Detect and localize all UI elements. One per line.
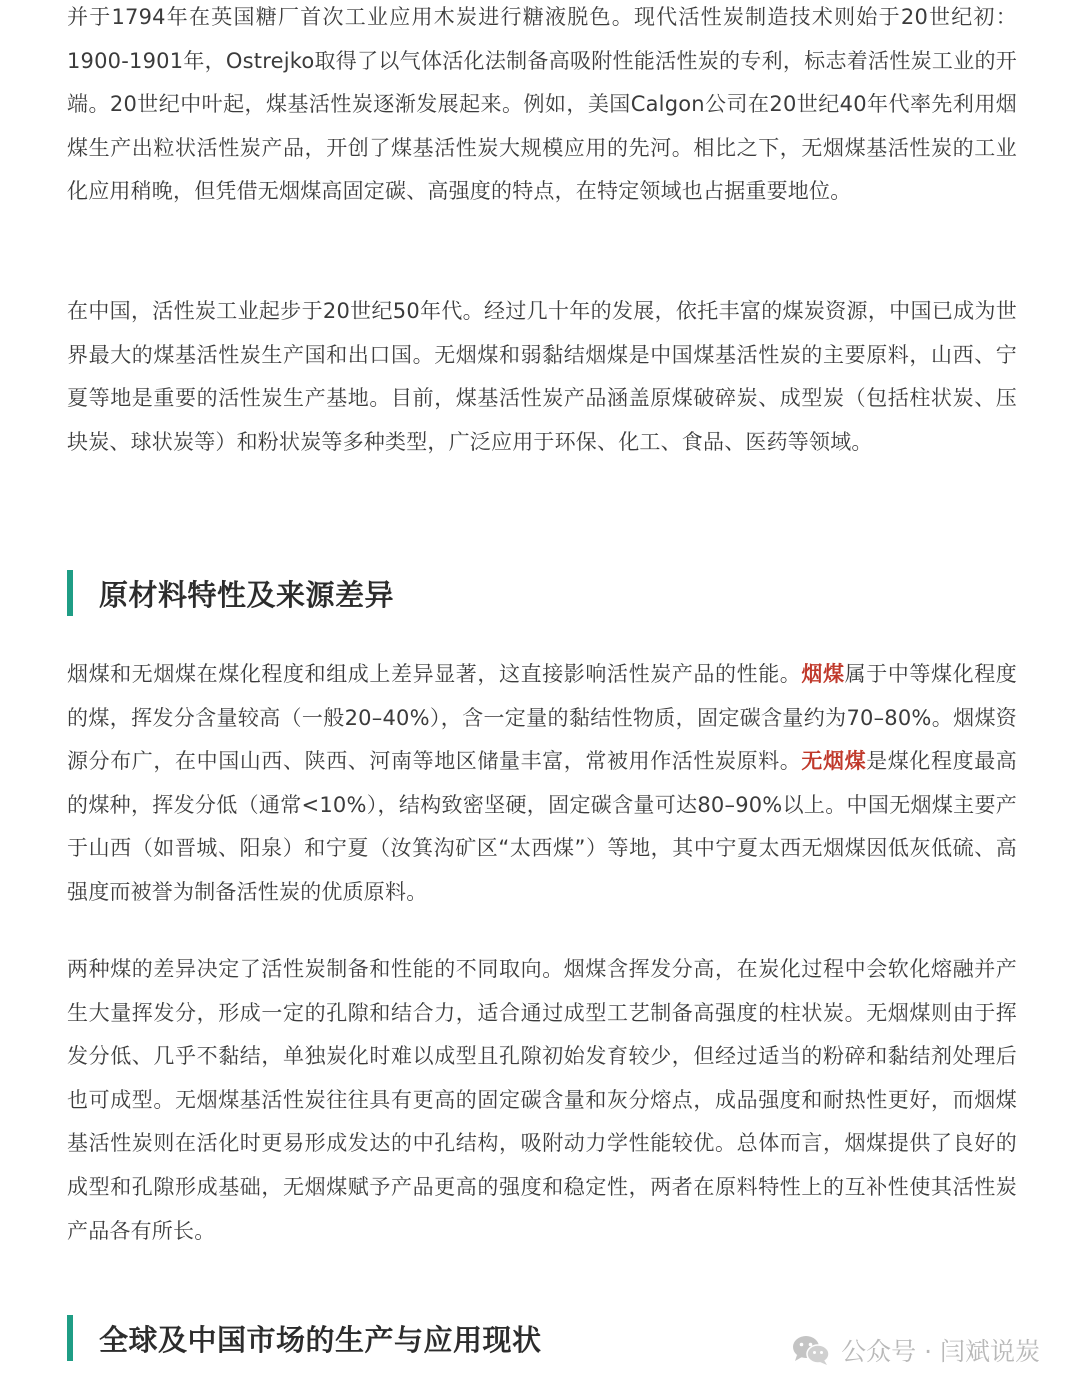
wechat-icon [791,1333,831,1367]
highlight-anthracite: 无烟煤 [801,749,867,774]
paragraph-history: 并于1794年在英国糖厂首次工业应用木炭进行糖液脱色。现代活性炭制造技术则始于20世纪初：1900-1901年，Ostrejko取得了以气体活化法制备高吸附性能活性炭的专利，标志着活性炭工业的开端。20世纪中叶起，煤基活性炭逐渐发展起来。例如，美国Calgon公司在20世纪40年代率先利用烟煤生产出粒状活性炭产品，开创了煤基活性炭大规模应用的先河。相比之下，无烟煤基活性炭的工业化应用稍晚，但凭借无烟煤高固定碳、高强度的特点，在特定领域也占据重要地位。 [67,5,1017,204]
heading-text: 原材料特性及来源差异 [99,577,395,612]
section-heading-raw-materials [67,570,1017,616]
heading-accent-bar [67,1315,73,1361]
heading-accent-bar [67,570,73,616]
text-segment: 是煤化程度最高的煤种，挥发分低（通常<10%），结构致密坚硬，固定碳含量可达80–90%以上。中国无烟煤主要产于山西（如晋城、阳泉）和宁夏（汝箕沟矿区“太西煤”）等地，其中宁夏太西无烟煤因低灰低硫、高强度而被誉为制备活性炭的优质原料。 [67,749,1018,904]
paragraph-coal-differences: 两种煤的差异决定了活性炭制备和性能的不同取向。烟煤含挥发分高，在炭化过程中会软化熔融并产生大量挥发分，形成一定的孔隙和结合力，适合通过成型工艺制备高强度的柱状炭。无烟煤则由于挥发分低、几乎不黏结，单独炭化时难以成型且孔隙初始发育较少，但经过适当的粉碎和黏结剂处理后也可成型。无烟煤基活性炭往往具有更高的固定碳含量和灰分熔点，成品强度和耐热性更好，而烟煤基活性炭则在活化时更易形成发达的中孔结构，吸附动力学性能较优。总体而言，烟煤提供了良好的成型和孔隙形成基础，无烟煤赋予产品更高的强度和稳定性，两者在原料特性上的互补性使其活性炭产品各有所长。 [67,957,1017,1243]
text-segment: 烟煤和无烟煤在煤化程度和组成上差异显著，这直接影响活性炭产品的性能。 [67,662,802,686]
watermark-text: 公众号 · 闫斌说炭 [841,1337,1040,1366]
heading-text: 全球及中国市场的生产与应用现状 [99,1322,542,1357]
paragraph-coal-types [67,653,1017,915]
watermark [785,1330,1046,1370]
highlight-bituminous: 烟煤 [801,662,845,686]
text-segment: 属于中等煤化程度的煤，挥发分含量较高（一般20–40%），含一定量的黏结性物质，固定碳含量约为70–80%。烟煤资源分布广，在中国山西、陕西、河南等地区储量丰富，常被用作活性炭原料。 [67,662,1017,774]
paragraph-china-industry: 在中国，活性炭工业起步于20世纪50年代。经过几十年的发展，依托丰富的煤炭资源，中国已成为世界最大的煤基活性炭生产国和出口国。无烟煤和弱黏结烟煤是中国煤基活性炭的主要原料，山西、宁夏等地是重要的活性炭生产基地。目前，煤基活性炭产品涵盖原煤破碎炭、成型炭（包括柱状炭、压块炭、球状炭等）和粉状炭等多种类型，广泛应用于环保、化工、食品、医药等领域。 [67,299,1017,454]
